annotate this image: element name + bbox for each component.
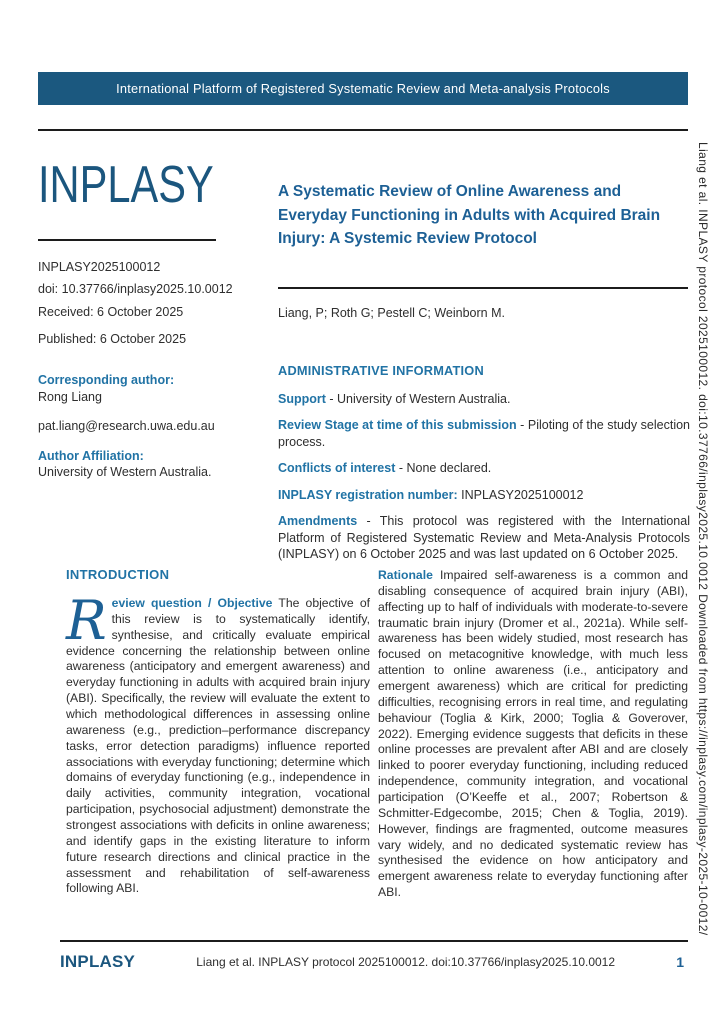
- admin-item-registration: [278, 487, 690, 504]
- review-question-body: The objective of this review is to systematically identify, synthesise, and critically evaluate empirical evidence concerning the relationship between online awareness (anticipatory and emergent awareness) and everyday functioning in adults with acquired brain injury (ABI). Specifically, the review will evaluate the extent to which methodological differences in assessing online awareness (e.g., prediction–performance discrepancy tasks, error detection paradigms) influence reported associations with everyday functioning; determine which domains of everyday functioning (e.g., independence in daily activities, community integration, vocational participation, psychosocial adjustment) demonstrate the strongest associations with deficits in online awareness; and identify gaps in the existing literature to inform future research directions and clinical practice in the assessment and rehabilitation of self-awareness following ABI.: [66, 596, 370, 896]
- admin-item-conflicts-text: - None declared.: [395, 461, 492, 476]
- admin-item-conflicts: [278, 460, 690, 477]
- admin-item-support: [278, 391, 690, 408]
- inplasy-logo: INPLASY: [38, 156, 214, 214]
- review-question-label: eview question / Objective: [111, 596, 273, 610]
- registration-meta: [38, 256, 233, 350]
- corresponding-author-block: [38, 372, 215, 481]
- page-footer: [60, 952, 688, 972]
- admin-item-amendments-label: Amendments: [278, 514, 358, 529]
- page-number: 1: [676, 954, 684, 970]
- rationale-label: Rationale: [378, 568, 433, 582]
- published-date: Published: 6 October 2025: [38, 331, 187, 346]
- admin-item-registration-label: INPLASY registration number:: [278, 487, 458, 502]
- admin-item-amendments-text: - This protocol was registered with the International Platform of Registered Systematic Review and Meta-Analysis Protocols (INPLASY) on 6 October 2025 and was last updated on 6 October 2025.: [278, 514, 690, 562]
- platform-banner-text: International Platform of Registered Systematic Review and Meta-analysis Protocols: [116, 81, 610, 96]
- admin-item-amendments: [278, 513, 690, 563]
- admin-item-review-stage-label: Review Stage at time of this submission: [278, 418, 517, 433]
- corresponding-author-email: pat.liang@research.uwa.edu.au: [38, 419, 215, 433]
- title-divider: [278, 287, 688, 289]
- header-divider: [38, 129, 688, 131]
- footer-citation: Liang et al. INPLASY protocol 2025100012. doi:10.37766/inplasy2025.10.0012: [196, 955, 616, 969]
- rationale-body: Impaired self-awareness is a common and disabling consequence of acquired brain injury (ABI), affecting up to half of individuals with moderate-to-severe traumatic brain injury (Dromer et al., 2021a). While self-awareness has been widely studied, most research has focused on metacognitive knowledge, with much less attention to online awareness (i.e., anticipatory and emergent awareness) which are critical for predicting difficulties, recognising errors in real time, and regulating behaviour (Toglia & Kirk, 2000; Toglia & Goverover, 2022). Emerging evidence suggests that deficits in these online processes are prevalent after ABI and are closely linked to poorer everyday functioning, including reduced independence, community integration, and vocational participation (O’Keeffe et al., 2007; Robertson & Schmitter-Edgecombe, 2015; Chen & Toglia, 2019). However, findings are fragmented, outcome measures vary widely, and no dedicated systematic review has synthesised the evidence on how anticipatory and emergent awareness relate to everyday functioning after ABI.: [378, 568, 688, 900]
- platform-banner: [38, 72, 688, 105]
- corresponding-author-label: Corresponding author:: [38, 373, 175, 387]
- article-title: A Systematic Review of Online Awareness and Everyday Functioning in Adults with Acquired Brain Injury: A Systemic Review Protocol: [278, 183, 661, 248]
- admin-item-registration-text: INPLASY2025100012: [457, 487, 584, 502]
- vertical-citation-note: Liang et al. INPLASY protocol 2025100012. doi:10.37766/inplasy2025.10.0012 Downloaded from https://inplasy.com/inplasy-2025-10-0012/: [696, 142, 710, 936]
- admin-item-support-label: Support: [278, 391, 326, 406]
- admin-item-conflicts-label: Conflicts of interest: [278, 461, 396, 476]
- introduction-right-column: [378, 568, 688, 901]
- admin-item-review-stage: [278, 417, 690, 450]
- introduction-heading: INTRODUCTION: [66, 567, 170, 582]
- admin-item-review-stage-text: - Piloting of the study selection process.: [278, 418, 690, 449]
- corresponding-author-name: Rong Liang: [38, 389, 102, 404]
- doi: doi: 10.37766/inplasy2025.10.0012: [38, 282, 233, 297]
- dropcap-r: R: [66, 589, 107, 652]
- admin-item-support-text: - University of Western Australia.: [325, 391, 511, 406]
- logo-divider: [38, 239, 216, 241]
- administrative-information: [278, 363, 690, 573]
- article-authors: Liang, P; Roth G; Pestell C; Weinborn M.: [278, 306, 505, 320]
- footer-divider: [60, 940, 688, 942]
- affiliation: University of Western Australia.: [38, 465, 212, 479]
- registration-id: INPLASY2025100012: [38, 260, 161, 274]
- affiliation-label: Author Affiliation:: [38, 448, 144, 463]
- footer-brand: INPLASY: [60, 952, 136, 971]
- admin-heading: ADMINISTRATIVE INFORMATION: [278, 363, 484, 378]
- received-date: Received: 6 October 2025: [38, 304, 184, 319]
- introduction-left-column: [66, 589, 370, 897]
